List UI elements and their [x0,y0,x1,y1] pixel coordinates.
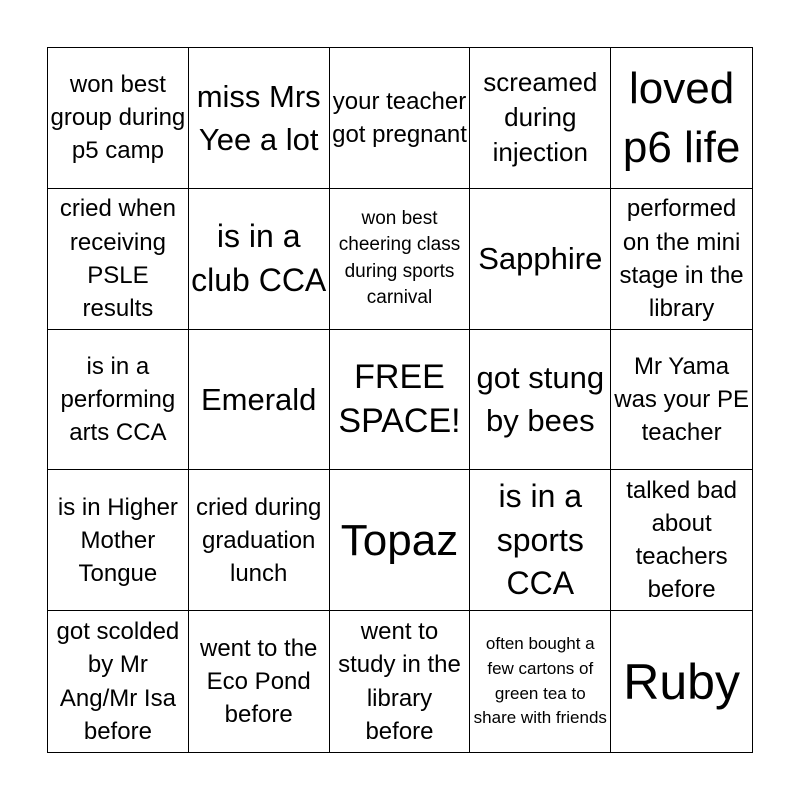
bingo-cell-text: Emerald [200,381,317,417]
free-space-cell[interactable] [330,330,471,471]
bingo-cell-text: often bought a few cartons of green tea to share with friends [473,634,607,728]
bingo-cell[interactable] [330,470,471,611]
bingo-cell-text: loved p6 life [622,63,741,172]
bingo-cell[interactable] [189,611,330,752]
bingo-cell[interactable] [330,611,471,752]
bingo-cell-text: won best group during p5 camp [50,71,186,165]
bingo-cell-text: got stung by bees [476,360,605,439]
bingo-cell-text: Sapphire [478,241,603,276]
bingo-cell[interactable] [189,470,330,611]
bingo-cell[interactable] [611,48,752,189]
bingo-cell[interactable] [470,330,611,471]
bingo-cell[interactable] [611,470,752,611]
bingo-cell[interactable] [48,189,189,330]
bingo-cell[interactable] [470,189,611,330]
bingo-cell[interactable] [470,470,611,611]
bingo-cell-text: your teacher got pregnant [332,87,467,148]
bingo-cell-text: won best cheering class during sports carnival [338,208,461,308]
bingo-cell-text: screamed during injection [483,67,598,168]
bingo-cell-text: Topaz [340,515,459,565]
bingo-cell-text: went to study in the library before [338,618,461,745]
bingo-cell-text: is in a performing arts CCA [60,352,176,447]
bingo-cell-text: talked bad about teachers before [626,477,737,604]
bingo-cell[interactable] [48,330,189,471]
bingo-cell-text: cried when receiving PSLE results [59,195,176,322]
bingo-board [47,47,753,753]
bingo-cell[interactable] [48,611,189,752]
bingo-cell[interactable] [48,470,189,611]
bingo-cell[interactable] [611,330,752,471]
free-space-text: FREE SPACE! [338,358,461,441]
bingo-cell-text: went to the Eco Pond before [199,634,318,729]
bingo-cell-text: Mr Yama was your PE teacher [614,352,749,447]
bingo-cell[interactable] [189,330,330,471]
bingo-cell-text: is in Higher Mother Tongue [57,493,178,587]
bingo-cell-text: got scolded by Mr Ang/Mr Isa before [56,618,180,745]
bingo-cell-text: Ruby [623,653,740,710]
bingo-cell[interactable] [470,611,611,752]
bingo-cell[interactable] [470,48,611,189]
bingo-cell[interactable] [611,611,752,752]
bingo-cell[interactable] [611,189,752,330]
bingo-cell[interactable] [330,189,471,330]
bingo-cell[interactable] [330,48,471,189]
bingo-cell-text: is in a club CCA [191,218,327,298]
bingo-cell-text: cried during graduation lunch [195,493,322,587]
bingo-cell[interactable] [189,189,330,330]
bingo-cell-text: is in a sports CCA [496,478,584,602]
bingo-cell-text: performed on the mini stage in the library [619,195,744,322]
bingo-cell[interactable] [189,48,330,189]
bingo-cell[interactable] [48,48,189,189]
bingo-cell-text: miss Mrs Yee a lot [196,78,321,157]
